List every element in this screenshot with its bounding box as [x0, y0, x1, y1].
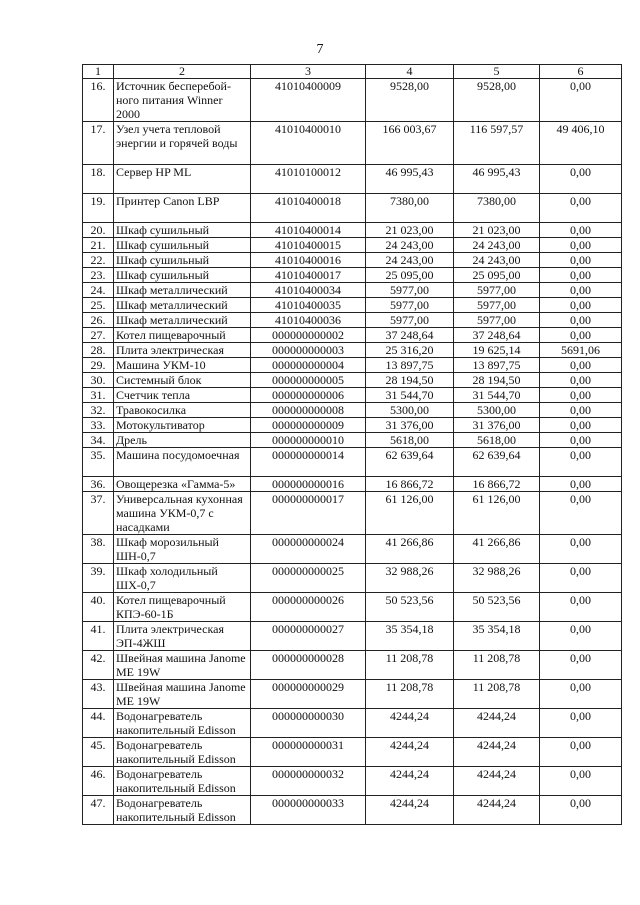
table-row: [83, 564, 622, 593]
item-name: Машина УКМ-10: [114, 358, 251, 373]
row-number: 17.: [83, 122, 114, 165]
table-row: [83, 492, 622, 535]
value-col-6: 0,00: [540, 283, 622, 298]
column-header: 1: [83, 65, 114, 79]
table-row: [83, 283, 622, 298]
item-name: Мотокультиватор: [114, 418, 251, 433]
value-col-5: 13 897,75: [454, 358, 540, 373]
table-row: [83, 767, 622, 796]
table-row: [83, 194, 622, 223]
value-col-6: 0,00: [540, 79, 622, 122]
value-col-6: 0,00: [540, 403, 622, 418]
value-col-6: 5691,06: [540, 343, 622, 358]
inventory-code: 000000000024: [251, 535, 366, 564]
table-row: [83, 403, 622, 418]
value-col-4: 9528,00: [366, 79, 454, 122]
value-col-6: 0,00: [540, 622, 622, 651]
value-col-5: 32 988,26: [454, 564, 540, 593]
inventory-code: 000000000002: [251, 328, 366, 343]
row-number: 19.: [83, 194, 114, 223]
value-col-6: 0,00: [540, 709, 622, 738]
value-col-6: 0,00: [540, 418, 622, 433]
item-name: Системный блок: [114, 373, 251, 388]
table-row: [83, 122, 622, 165]
value-col-5: 37 248,64: [454, 328, 540, 343]
value-col-5: 21 023,00: [454, 223, 540, 238]
page-number: 7: [316, 42, 324, 57]
inventory-code: 41010400015: [251, 238, 366, 253]
row-number: 31.: [83, 388, 114, 403]
table-row: [83, 238, 622, 253]
value-col-5: 5977,00: [454, 313, 540, 328]
value-col-4: 5977,00: [366, 298, 454, 313]
table-row: [83, 477, 622, 492]
value-col-4: 5977,00: [366, 313, 454, 328]
row-number: 44.: [83, 709, 114, 738]
row-number: 33.: [83, 418, 114, 433]
item-name: Шкаф металлический: [114, 298, 251, 313]
item-name: Счетчик тепла: [114, 388, 251, 403]
column-header: 5: [454, 65, 540, 79]
inventory-table: [82, 64, 622, 825]
table-row: [83, 253, 622, 268]
inventory-code: 000000000004: [251, 358, 366, 373]
value-col-4: 4244,24: [366, 767, 454, 796]
row-number: 23.: [83, 268, 114, 283]
value-col-5: 4244,24: [454, 796, 540, 825]
value-col-5: 4244,24: [454, 738, 540, 767]
row-number: 38.: [83, 535, 114, 564]
value-col-4: 31 376,00: [366, 418, 454, 433]
value-col-6: 0,00: [540, 373, 622, 388]
inventory-code: 000000000009: [251, 418, 366, 433]
item-name: Машина посудомоечная: [114, 448, 251, 477]
value-col-5: 11 208,78: [454, 651, 540, 680]
value-col-5: 7380,00: [454, 194, 540, 223]
value-col-4: 61 126,00: [366, 492, 454, 535]
value-col-4: 11 208,78: [366, 680, 454, 709]
row-number: 42.: [83, 651, 114, 680]
value-col-5: 25 095,00: [454, 268, 540, 283]
item-name: Шкаф металлический: [114, 313, 251, 328]
item-name: Принтер Canon LBP: [114, 194, 251, 223]
value-col-4: 37 248,64: [366, 328, 454, 343]
row-number: 46.: [83, 767, 114, 796]
inventory-code: 000000000006: [251, 388, 366, 403]
table-row: [83, 358, 622, 373]
value-col-4: 24 243,00: [366, 238, 454, 253]
value-col-6: 49 406,10: [540, 122, 622, 165]
value-col-5: 61 126,00: [454, 492, 540, 535]
value-col-6: 0,00: [540, 358, 622, 373]
row-number: 16.: [83, 79, 114, 122]
value-col-6: 0,00: [540, 313, 622, 328]
row-number: 30.: [83, 373, 114, 388]
table-header-row: [83, 65, 622, 79]
table-row: [83, 268, 622, 283]
table-row: [83, 165, 622, 194]
value-col-6: 0,00: [540, 448, 622, 477]
inventory-code: 000000000014: [251, 448, 366, 477]
value-col-6: 0,00: [540, 680, 622, 709]
column-header: 2: [114, 65, 251, 79]
value-col-5: 5618,00: [454, 433, 540, 448]
value-col-6: 0,00: [540, 767, 622, 796]
table-row: [83, 223, 622, 238]
item-name: Шкаф морозильный ШН-0,7: [114, 535, 251, 564]
value-col-6: 0,00: [540, 796, 622, 825]
item-name: Водонагреватель накопительный Edisson: [114, 738, 251, 767]
row-number: 21.: [83, 238, 114, 253]
inventory-code: 000000000029: [251, 680, 366, 709]
value-col-4: 24 243,00: [366, 253, 454, 268]
value-col-6: 0,00: [540, 564, 622, 593]
item-name: Шкаф холодильный ШХ-0,7: [114, 564, 251, 593]
row-number: 39.: [83, 564, 114, 593]
item-name: Плита электрическая ЭП-4ЖШ: [114, 622, 251, 651]
inventory-code: 000000000027: [251, 622, 366, 651]
inventory-code: 000000000003: [251, 343, 366, 358]
value-col-6: 0,00: [540, 535, 622, 564]
row-number: 22.: [83, 253, 114, 268]
value-col-5: 46 995,43: [454, 165, 540, 194]
table-row: [83, 79, 622, 122]
row-number: 34.: [83, 433, 114, 448]
value-col-6: 0,00: [540, 328, 622, 343]
value-col-5: 31 544,70: [454, 388, 540, 403]
table-row: [83, 373, 622, 388]
value-col-4: 11 208,78: [366, 651, 454, 680]
value-col-6: 0,00: [540, 165, 622, 194]
row-number: 43.: [83, 680, 114, 709]
value-col-5: 62 639,64: [454, 448, 540, 477]
value-col-6: 0,00: [540, 194, 622, 223]
value-col-4: 4244,24: [366, 796, 454, 825]
value-col-4: 46 995,43: [366, 165, 454, 194]
inventory-code: 000000000025: [251, 564, 366, 593]
value-col-5: 50 523,56: [454, 593, 540, 622]
value-col-4: 21 023,00: [366, 223, 454, 238]
inventory-code: 000000000031: [251, 738, 366, 767]
inventory-code: 41010400035: [251, 298, 366, 313]
table-row: [83, 298, 622, 313]
item-name: Источник бесперебой-ного питания Winner 2000: [114, 79, 251, 122]
value-col-6: 0,00: [540, 651, 622, 680]
item-name: Шкаф сушильный: [114, 223, 251, 238]
inventory-code: 41010400010: [251, 122, 366, 165]
inventory-code: 41010400016: [251, 253, 366, 268]
inventory-code: 000000000032: [251, 767, 366, 796]
table-row: [83, 709, 622, 738]
table-row: [83, 313, 622, 328]
item-name: Травокосилка: [114, 403, 251, 418]
value-col-5: 41 266,86: [454, 535, 540, 564]
value-col-4: 16 866,72: [366, 477, 454, 492]
row-number: 25.: [83, 298, 114, 313]
item-name: Водонагреватель накопительный Edisson: [114, 767, 251, 796]
row-number: 28.: [83, 343, 114, 358]
value-col-6: 0,00: [540, 223, 622, 238]
value-col-4: 5300,00: [366, 403, 454, 418]
value-col-5: 116 597,57: [454, 122, 540, 165]
value-col-6: 0,00: [540, 238, 622, 253]
row-number: 47.: [83, 796, 114, 825]
value-col-5: 11 208,78: [454, 680, 540, 709]
value-col-5: 5977,00: [454, 283, 540, 298]
row-number: 41.: [83, 622, 114, 651]
value-col-5: 5300,00: [454, 403, 540, 418]
inventory-code: 000000000017: [251, 492, 366, 535]
value-col-4: 7380,00: [366, 194, 454, 223]
inventory-code: 41010400014: [251, 223, 366, 238]
item-name: Узел учета тепловой энергии и горячей воды: [114, 122, 251, 165]
row-number: 18.: [83, 165, 114, 194]
row-number: 24.: [83, 283, 114, 298]
row-number: 37.: [83, 492, 114, 535]
item-name: Шкаф металлический: [114, 283, 251, 298]
table-row: [83, 680, 622, 709]
item-name: Котел пищеварочный: [114, 328, 251, 343]
column-header: 3: [251, 65, 366, 79]
row-number: 29.: [83, 358, 114, 373]
value-col-6: 0,00: [540, 477, 622, 492]
item-name: Швейная машина Janome ME 19W: [114, 680, 251, 709]
item-name: Шкаф сушильный: [114, 268, 251, 283]
value-col-5: 16 866,72: [454, 477, 540, 492]
value-col-4: 13 897,75: [366, 358, 454, 373]
item-name: Сервер HP ML: [114, 165, 251, 194]
inventory-code: 41010100012: [251, 165, 366, 194]
inventory-code: 000000000028: [251, 651, 366, 680]
value-col-6: 0,00: [540, 268, 622, 283]
table-row: [83, 593, 622, 622]
value-col-4: 5618,00: [366, 433, 454, 448]
value-col-5: 9528,00: [454, 79, 540, 122]
inventory-code: 000000000030: [251, 709, 366, 738]
table-row: [83, 328, 622, 343]
value-col-6: 0,00: [540, 253, 622, 268]
value-col-5: 35 354,18: [454, 622, 540, 651]
item-name: Швейная машина Janome ME 19W: [114, 651, 251, 680]
row-number: 27.: [83, 328, 114, 343]
table-row: [83, 388, 622, 403]
value-col-6: 0,00: [540, 388, 622, 403]
value-col-6: 0,00: [540, 298, 622, 313]
column-header: 6: [540, 65, 622, 79]
inventory-code: 41010400036: [251, 313, 366, 328]
item-name: Водонагреватель накопительный Edisson: [114, 709, 251, 738]
inventory-code: 000000000026: [251, 593, 366, 622]
item-name: Плита электрическая: [114, 343, 251, 358]
inventory-code: 000000000033: [251, 796, 366, 825]
inventory-code: 41010400017: [251, 268, 366, 283]
item-name: Универсальная кухонная машина УКМ-0,7 с насадками: [114, 492, 251, 535]
value-col-4: 50 523,56: [366, 593, 454, 622]
value-col-5: 28 194,50: [454, 373, 540, 388]
inventory-code: 41010400009: [251, 79, 366, 122]
item-name: Котел пищеварочный КПЭ-60-1Б: [114, 593, 251, 622]
inventory-code: 000000000010: [251, 433, 366, 448]
table-row: [83, 343, 622, 358]
value-col-4: 35 354,18: [366, 622, 454, 651]
row-number: 32.: [83, 403, 114, 418]
value-col-4: 62 639,64: [366, 448, 454, 477]
row-number: 26.: [83, 313, 114, 328]
item-name: Шкаф сушильный: [114, 238, 251, 253]
value-col-5: 24 243,00: [454, 253, 540, 268]
inventory-code: 000000000008: [251, 403, 366, 418]
inventory-code: 000000000005: [251, 373, 366, 388]
table-row: [83, 448, 622, 477]
value-col-4: 5977,00: [366, 283, 454, 298]
inventory-code: 41010400034: [251, 283, 366, 298]
value-col-4: 28 194,50: [366, 373, 454, 388]
table-row: [83, 796, 622, 825]
value-col-5: 4244,24: [454, 709, 540, 738]
table-row: [83, 738, 622, 767]
item-name: Водонагреватель накопительный Edisson: [114, 796, 251, 825]
inventory-code: 000000000016: [251, 477, 366, 492]
row-number: 20.: [83, 223, 114, 238]
item-name: Овощерезка «Гамма-5»: [114, 477, 251, 492]
value-col-5: 31 376,00: [454, 418, 540, 433]
item-name: Дрель: [114, 433, 251, 448]
table-row: [83, 622, 622, 651]
value-col-5: 4244,24: [454, 767, 540, 796]
value-col-6: 0,00: [540, 593, 622, 622]
value-col-5: 19 625,14: [454, 343, 540, 358]
item-name: Шкаф сушильный: [114, 253, 251, 268]
value-col-4: 32 988,26: [366, 564, 454, 593]
value-col-4: 41 266,86: [366, 535, 454, 564]
value-col-4: 31 544,70: [366, 388, 454, 403]
table-row: [83, 433, 622, 448]
value-col-6: 0,00: [540, 738, 622, 767]
value-col-4: 25 095,00: [366, 268, 454, 283]
value-col-6: 0,00: [540, 433, 622, 448]
table-row: [83, 418, 622, 433]
row-number: 36.: [83, 477, 114, 492]
column-header: 4: [366, 65, 454, 79]
table-row: [83, 535, 622, 564]
row-number: 35.: [83, 448, 114, 477]
value-col-4: 25 316,20: [366, 343, 454, 358]
value-col-4: 4244,24: [366, 738, 454, 767]
row-number: 45.: [83, 738, 114, 767]
inventory-code: 41010400018: [251, 194, 366, 223]
table-row: [83, 651, 622, 680]
value-col-4: 4244,24: [366, 709, 454, 738]
value-col-5: 5977,00: [454, 298, 540, 313]
value-col-5: 24 243,00: [454, 238, 540, 253]
value-col-4: 166 003,67: [366, 122, 454, 165]
row-number: 40.: [83, 593, 114, 622]
value-col-6: 0,00: [540, 492, 622, 535]
